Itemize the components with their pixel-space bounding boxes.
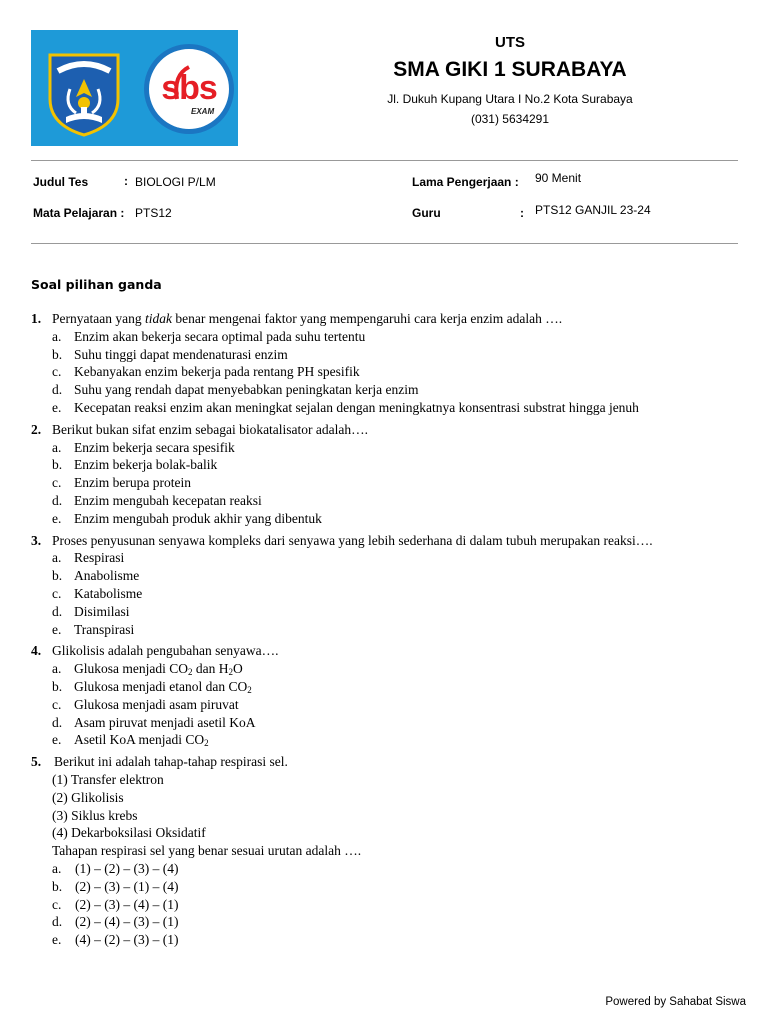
question-4	[31, 642, 738, 749]
option-text	[74, 731, 209, 749]
question-number: 5.	[31, 754, 42, 770]
option-text: Kecepatan reaksi enzim akan meningkat sejalan dengan meningkatnya konsentrasi substrat hingga jenuh	[74, 399, 639, 415]
option-e[interactable]	[52, 731, 738, 749]
section-title: Soal pilihan ganda	[31, 277, 162, 292]
option-text-part: O	[233, 661, 243, 677]
option-letter: a.	[52, 439, 62, 455]
option-b[interactable]	[52, 878, 738, 896]
guru-colon: :	[520, 206, 524, 220]
option-letter: e.	[52, 399, 62, 415]
option-e[interactable]	[52, 621, 738, 639]
question-3	[31, 532, 738, 639]
option-text-part: dan H	[192, 661, 229, 677]
option-letter: e.	[52, 621, 62, 637]
step-item: (1) Transfer elektron	[52, 771, 164, 787]
option-text: Suhu yang rendah dapat menyebabkan peningkatan kerja enzim	[74, 382, 419, 398]
option-text: Asam piruvat menjadi asetil KoA	[74, 714, 256, 730]
question-number: 1.	[31, 311, 42, 326]
option-letter: e.	[52, 932, 62, 948]
option-text	[74, 678, 252, 696]
option-text: Enzim berupa protein	[74, 475, 191, 491]
option-text: Transpirasi	[74, 621, 135, 637]
question-text-emphasis: tidak	[144, 311, 172, 326]
mapel-label: Mata Pelajaran :	[33, 206, 125, 220]
option-text: (1) – (2) – (3) – (4)	[75, 860, 179, 876]
option-letter: b.	[52, 678, 63, 694]
option-letter: c.	[52, 696, 62, 712]
option-letter: b.	[52, 346, 63, 362]
option-d[interactable]	[52, 913, 738, 931]
option-letter: c.	[52, 896, 62, 912]
divider-top	[31, 160, 738, 161]
option-letter: d.	[52, 382, 63, 398]
subscript: 2	[188, 667, 193, 678]
question-text	[52, 310, 738, 328]
option-b[interactable]	[52, 567, 738, 585]
option-text: Kebanyakan enzim bekerja pada rentang PH spesifik	[74, 364, 360, 380]
option-text: Enzim mengubah kecepatan reaksi	[74, 492, 262, 508]
option-text: Suhu tinggi dapat mendenaturasi enzim	[74, 346, 288, 362]
question-text: Proses penyusunan senyawa kompleks dari senyawa yang lebih sederhana di dalam tubuh merupakan reaksi….	[52, 532, 653, 548]
option-text: Glukosa menjadi asam piruvat	[74, 696, 239, 712]
tut-wuri-handayani-logo-icon	[40, 49, 128, 137]
option-text: Enzim bekerja secara spesifik	[74, 439, 235, 455]
option-c[interactable]	[52, 474, 738, 492]
option-text: (2) – (4) – (3) – (1)	[75, 914, 179, 930]
option-text: Enzim akan bekerja secara optimal pada suhu tertentu	[74, 328, 366, 344]
option-text: (2) – (3) – (4) – (1)	[75, 896, 179, 912]
option-text: Disimilasi	[74, 603, 130, 619]
judul-value: BIOLOGI P/LM	[135, 175, 216, 189]
option-c[interactable]	[52, 363, 738, 381]
option-a[interactable]	[52, 439, 738, 457]
question-1	[31, 310, 738, 417]
option-letter: a.	[52, 328, 62, 344]
option-a[interactable]	[52, 660, 738, 678]
sbs-exam-logo	[144, 44, 234, 134]
option-c[interactable]	[52, 896, 738, 914]
option-e[interactable]	[52, 399, 738, 417]
lama-label: Lama Pengerjaan :	[412, 175, 519, 189]
sbs-logo-text: sbs	[161, 69, 217, 107]
option-text: Enzim mengubah produk akhir yang dibentuk	[74, 510, 322, 526]
option-letter: c.	[52, 364, 62, 380]
question-2	[31, 421, 738, 528]
option-letter: e.	[52, 510, 62, 526]
option-text-part: Glukosa menjadi etanol dan CO	[74, 678, 248, 694]
school-phone: (031) 5634291	[470, 112, 550, 126]
option-letter: b.	[52, 568, 63, 584]
option-letter: a.	[52, 550, 62, 566]
question-text-part: benar mengenai faktor yang mempengaruhi cara kerja enzim adalah ….	[171, 311, 563, 326]
option-text: Respirasi	[74, 550, 125, 566]
option-a[interactable]	[52, 328, 738, 346]
option-letter: c.	[52, 585, 62, 601]
option-text: Enzim bekerja bolak-balik	[74, 457, 218, 473]
option-d[interactable]	[52, 603, 738, 621]
option-letter: b.	[52, 878, 63, 894]
question-text: Berikut ini adalah tahap-tahap respirasi sel.	[54, 754, 288, 770]
exam-type: UTS	[495, 34, 525, 51]
footer-credit: Powered by Sahabat Siswa	[605, 996, 746, 1008]
question-text-part: Pernyataan yang	[52, 311, 145, 326]
subscript: 2	[204, 738, 209, 749]
subscript: 2	[247, 684, 252, 695]
subscript: 2	[228, 667, 233, 678]
option-e[interactable]	[52, 931, 738, 949]
question-5	[31, 753, 738, 949]
option-b[interactable]	[52, 456, 738, 474]
option-text: (4) – (2) – (3) – (1)	[75, 932, 179, 948]
judul-colon: :	[124, 174, 128, 188]
option-c[interactable]	[52, 585, 738, 603]
guru-value: PTS12 GANJIL 23-24	[535, 203, 651, 217]
mapel-value: PTS12	[135, 206, 172, 220]
option-letter: a.	[52, 661, 62, 677]
guru-label: Guru	[412, 206, 441, 220]
question-text: Berikut bukan sifat enzim sebagai biokatalisator adalah….	[52, 421, 369, 437]
step-item: (2) Glikolisis	[52, 789, 124, 805]
option-letter: e.	[52, 732, 62, 748]
option-text: Anabolisme	[74, 568, 140, 584]
step-item: (4) Dekarboksilasi Oksidatif	[52, 825, 206, 841]
lama-value: 90 Menit	[535, 171, 582, 185]
option-d[interactable]	[52, 492, 738, 510]
option-d[interactable]	[52, 381, 738, 399]
school-name: SMA GIKI 1 SURABAYA	[393, 58, 627, 81]
option-letter: d.	[52, 603, 63, 619]
question-text: Glikolisis adalah pengubahan senyawa….	[52, 643, 279, 659]
question-prompt: Tahapan respirasi sel yang benar sesuai urutan adalah ….	[52, 843, 362, 859]
option-d[interactable]	[52, 714, 738, 732]
option-letter: a.	[52, 860, 62, 876]
option-letter: b.	[52, 457, 63, 473]
question-number: 3.	[31, 532, 42, 548]
option-a[interactable]	[52, 860, 738, 878]
option-text-part: Glukosa menjadi CO	[74, 661, 188, 677]
option-text: Katabolisme	[74, 585, 143, 601]
option-letter: d.	[52, 714, 63, 730]
option-letter: c.	[52, 475, 62, 491]
question-number: 4.	[31, 643, 42, 659]
divider-bottom	[31, 243, 738, 244]
logo-banner	[31, 30, 238, 146]
judul-label: Judul Tes	[33, 175, 89, 189]
option-a[interactable]	[52, 549, 738, 567]
step-item: (3) Siklus krebs	[52, 807, 138, 823]
option-text: (2) – (3) – (1) – (4)	[75, 878, 179, 894]
option-c[interactable]	[52, 696, 738, 714]
option-b[interactable]	[52, 346, 738, 364]
option-e[interactable]	[52, 510, 738, 528]
option-text-part: Asetil KoA menjadi CO	[74, 732, 205, 748]
option-letter: d.	[52, 492, 63, 508]
sbs-logo-subtext: EXAM	[191, 107, 215, 116]
school-address: Jl. Dukuh Kupang Utara I No.2 Kota Surabaya	[387, 92, 633, 106]
question-number: 2.	[31, 421, 42, 437]
option-b[interactable]	[52, 678, 738, 696]
option-letter: d.	[52, 914, 63, 930]
option-text	[74, 660, 243, 678]
question-list	[31, 310, 738, 953]
